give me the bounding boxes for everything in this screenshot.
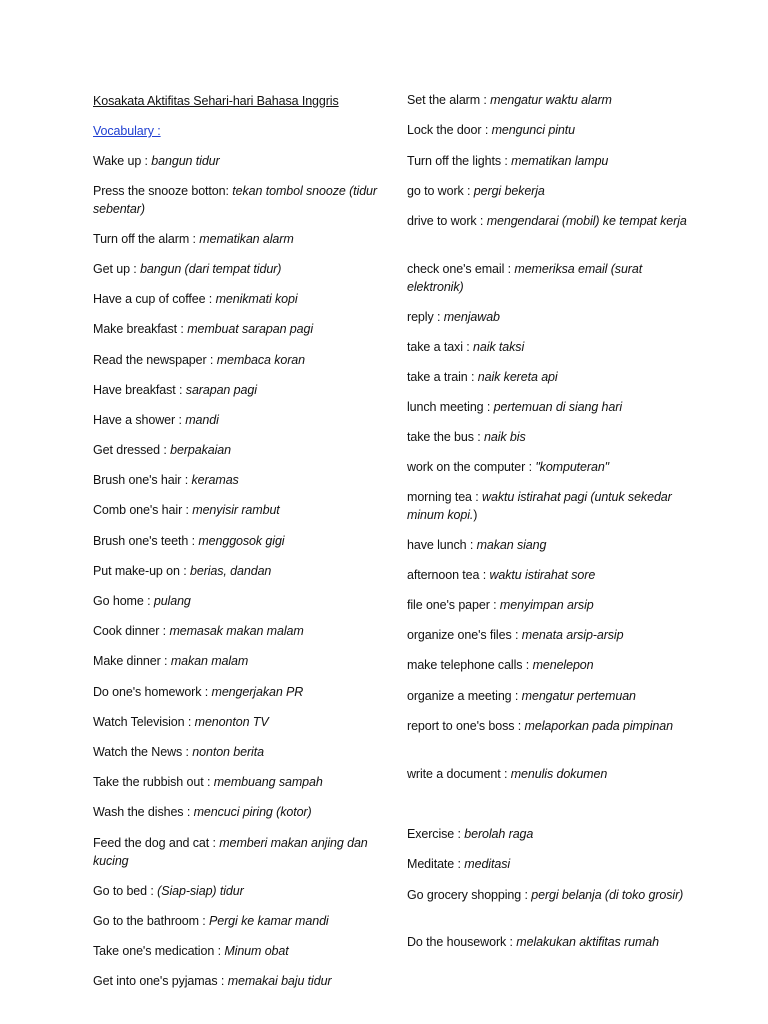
vocab-entry: Make breakfast : membuat sarapan pagi [93,322,314,336]
vocab-meaning: memasak makan malam [169,624,304,638]
vocab-term: lunch meeting [407,400,484,414]
vocab-meaning: tekan tombol snooze (tidur sebentar) [93,184,377,216]
vocab-term: Watch the News [93,745,183,759]
vocab-meaning: naik bis [484,430,526,444]
vocab-term: Set the alarm [407,93,481,107]
vocab-term: Meditate [407,857,455,871]
vocab-meaning: membaca koran [216,353,306,367]
vocab-entry: drive to work : mengendarai (mobil) ke tempat kerja [407,214,687,228]
vocab-term: Comb one's hair [93,503,183,517]
vocab-term: Have breakfast [93,383,176,397]
vocab-entry: Wake up : bangun tidur [93,154,220,168]
vocab-meaning: mengatur pertemuan [521,689,636,703]
vocab-entry: morning tea : waktu istirahat pagi (untuk sekedar minum kopi.) [407,490,672,522]
vocab-term: file one's paper [407,598,490,612]
vocab-entry: Have breakfast : sarapan pagi [93,383,257,397]
vocab-term: organize one's files [407,628,512,642]
vocab-entry: Turn off the lights : mematikan lampu [407,154,609,168]
vocab-entry: Cook dinner : memasak makan malam [93,624,304,638]
vocab-term: Cook dinner [93,624,160,638]
vocab-meaning: Pergi ke kamar mandi [209,914,329,928]
vocab-term: Turn off the alarm [93,232,190,246]
vocab-entry: work on the computer : "komputeran" [407,460,610,474]
vocab-meaning: mematikan alarm [199,232,294,246]
vocab-entry: go to work : pergi bekerja [407,184,545,198]
vocab-meaning: mandi [185,413,219,427]
vocab-term: take a train [407,370,468,384]
vocab-term: Go to the bathroom [93,914,199,928]
vocab-term: organize a meeting [407,689,512,703]
vocab-entry: take a taxi : naik taksi [407,340,525,354]
vocab-term: morning tea [407,490,472,504]
vocab-entry: take a train : naik kereta api [407,370,558,384]
vocab-entry: Go grocery shopping : pergi belanja (di toko grosir) [407,888,684,902]
vocab-term: Do one's homework [93,685,202,699]
vocab-entry: report to one's boss : melaporkan pada pimpinan [407,719,673,733]
vocab-entry: Do the housework : melakukan aktifitas rumah [407,935,659,949]
vocab-term: Go home [93,594,144,608]
vocab-term: make telephone calls [407,658,523,672]
vocab-term: report to one's boss [407,719,515,733]
vocab-entry: write a document : menulis dokumen [407,767,608,781]
vocab-entry: Get dressed : berpakaian [93,443,231,457]
vocab-term: Turn off the lights [407,154,501,168]
vocab-entry: Brush one's teeth : menggosok gigi [93,534,285,548]
vocab-entry: Brush one's hair : keramas [93,473,239,487]
vocab-entry: Exercise : berolah raga [407,827,534,841]
vocab-meaning: makan siang [476,538,547,552]
vocab-meaning: menulis dokumen [510,767,608,781]
vocab-meaning: menikmati kopi [215,292,298,306]
vocab-entry: Go to the bathroom : Pergi ke kamar mandi [93,914,329,928]
vocab-entry: organize one's files : menata arsip-arsip [407,628,624,642]
vocab-term: Put make-up on [93,564,180,578]
vocab-meaning: menata arsip-arsip [521,628,624,642]
vocab-entry: organize a meeting : mengatur pertemuan [407,689,636,703]
vocab-entry: Get into one's pyjamas : memakai baju tidur [93,974,332,988]
vocab-term: Wake up [93,154,142,168]
vocab-term: work on the computer [407,460,526,474]
vocab-term: Have a cup of coffee [93,292,206,306]
vocab-term: Read the newspaper [93,353,207,367]
vocab-entry: file one's paper : menyimpan arsip [407,598,594,612]
vocab-meaning: menelepon [532,658,594,672]
vocab-term: Get dressed [93,443,160,457]
vocab-term: afternoon tea [407,568,480,582]
vocab-meaning: membuang sampah [213,775,323,789]
vocab-term: Take the rubbish out [93,775,204,789]
vocab-entry: Put make-up on : berias, dandan [93,564,272,578]
vocab-meaning: menonton TV [194,715,269,729]
vocab-term: Exercise [407,827,455,841]
vocab-term: Lock the door [407,123,482,137]
vocab-meaning: waktu istirahat pagi (untuk sekedar minum kopi. [407,490,672,522]
vocab-meaning: membuat sarapan pagi [187,322,314,336]
vocab-meaning: mengatur waktu alarm [490,93,612,107]
vocab-entry: Go to bed : (Siap-siap) tidur [93,884,244,898]
vocab-term: Get into one's pyjamas [93,974,218,988]
vocab-entry: Have a shower : mandi [93,413,219,427]
vocab-term: reply [407,310,434,324]
vocab-entry: Meditate : meditasi [407,857,511,871]
vocab-meaning: melakukan aktifitas rumah [516,935,659,949]
vocab-meaning: pergi bekerja [473,184,545,198]
vocab-term: take a taxi [407,340,463,354]
vocab-meaning: meditasi [464,857,511,871]
vocab-term: check one's email [407,262,505,276]
vocab-entry: Read the newspaper : membaca koran [93,353,306,367]
vocab-meaning: pulang [153,594,191,608]
vocab-meaning: naik taksi [473,340,525,354]
vocab-meaning: melaporkan pada pimpinan [524,719,673,733]
vocab-meaning: bangun (dari tempat tidur) [140,262,282,276]
vocab-entry: Wash the dishes : mencuci piring (kotor) [93,805,312,819]
vocab-entry: Lock the door : mengunci pintu [407,123,575,137]
vocab-entry: afternoon tea : waktu istirahat sore [407,568,596,582]
vocab-entry: take the bus : naik bis [407,430,526,444]
vocab-entry: Take the rubbish out : membuang sampah [93,775,323,789]
vocab-meaning: waktu istirahat sore [489,568,596,582]
vocab-entry: Do one's homework : mengerjakan PR [93,685,304,699]
vocab-entry: Take one's medication : Minum obat [93,944,289,958]
vocab-entry: Feed the dog and cat : memberi makan anjing dan kucing [93,836,368,868]
vocab-term: Watch Television [93,715,185,729]
vocab-meaning: mengendarai (mobil) ke tempat kerja [486,214,687,228]
vocab-term: Do the housework [407,935,507,949]
vocab-term: Feed the dog and cat [93,836,210,850]
vocab-entry: reply : menjawab [407,310,500,324]
vocab-meaning: sarapan pagi [185,383,257,397]
vocab-meaning: "komputeran" [535,460,610,474]
vocab-entry: Go home : pulang [93,594,191,608]
vocab-entry: have lunch : makan siang [407,538,547,552]
vocab-entry: Watch Television : menonton TV [93,715,269,729]
vocab-term: write a document [407,767,501,781]
vocab-term: go to work [407,184,464,198]
vocab-term: Make dinner [93,654,161,668]
vocab-meaning: Minum obat [224,944,289,958]
vocab-entry: Get up : bangun (dari tempat tidur) [93,262,282,276]
vocab-meaning: berias, dandan [189,564,272,578]
vocab-meaning: berpakaian [170,443,231,457]
vocab-meaning: pertemuan di siang hari [493,400,622,414]
vocab-meaning: mengerjakan PR [211,685,304,699]
vocab-meaning: menyisir rambut [192,503,280,517]
vocab-meaning: mencuci piring (kotor) [193,805,312,819]
vocab-term: Press the snooze botton: [93,184,229,198]
vocab-term: Go to bed [93,884,148,898]
vocab-meaning: berolah raga [464,827,534,841]
document-title: Kosakata Aktifitas Sehari-hari Bahasa Inggris [93,94,339,108]
vocab-meaning: menggosok gigi [198,534,285,548]
vocab-entry: Set the alarm : mengatur waktu alarm [407,93,612,107]
vocab-meaning-tail: ) [473,507,478,522]
vocab-term: Take one's medication [93,944,215,958]
vocab-term: Brush one's hair [93,473,182,487]
vocab-entry: check one's email : memeriksa email (surat elektronik) [407,262,643,294]
vocab-meaning: naik kereta api [477,370,558,384]
vocab-meaning: keramas [191,473,239,487]
vocab-meaning: pergi belanja (di toko grosir) [531,888,684,902]
vocab-term: Wash the dishes [93,805,184,819]
vocab-entry: Turn off the alarm : mematikan alarm [93,232,294,246]
vocab-meaning: memakai baju tidur [227,974,332,988]
vocab-term: Have a shower [93,413,176,427]
vocab-term: Get up [93,262,130,276]
vocab-term: have lunch [407,538,467,552]
vocab-meaning: mematikan lampu [511,154,609,168]
vocab-entry: Have a cup of coffee : menikmati kopi [93,292,298,306]
vocab-entry: lunch meeting : pertemuan di siang hari [407,400,622,414]
vocab-meaning: menyimpan arsip [499,598,594,612]
vocab-meaning: bangun tidur [151,154,220,168]
vocab-meaning: makan malam [170,654,249,668]
vocab-meaning: nonton berita [192,745,264,759]
vocab-entry: Watch the News : nonton berita [93,745,264,759]
vocab-term: Go grocery shopping [407,888,522,902]
vocab-entry: Make dinner : makan malam [93,654,249,668]
vocab-meaning: memberi makan anjing dan kucing [93,836,368,868]
vocab-term: Brush one's teeth [93,534,189,548]
vocab-meaning: menjawab [443,310,500,324]
vocab-entry: Comb one's hair : menyisir rambut [93,503,280,517]
vocab-term: drive to work [407,214,477,228]
vocab-term: Make breakfast [93,322,178,336]
vocab-meaning: memeriksa email (surat elektronik) [407,262,643,294]
vocab-meaning: (Siap-siap) tidur [157,884,244,898]
vocabulary-heading: Vocabulary : [93,124,161,138]
vocab-entry: make telephone calls : menelepon [407,658,594,672]
vocab-meaning: mengunci pintu [491,123,575,137]
vocab-term: take the bus [407,430,474,444]
vocab-entry [93,183,383,218]
